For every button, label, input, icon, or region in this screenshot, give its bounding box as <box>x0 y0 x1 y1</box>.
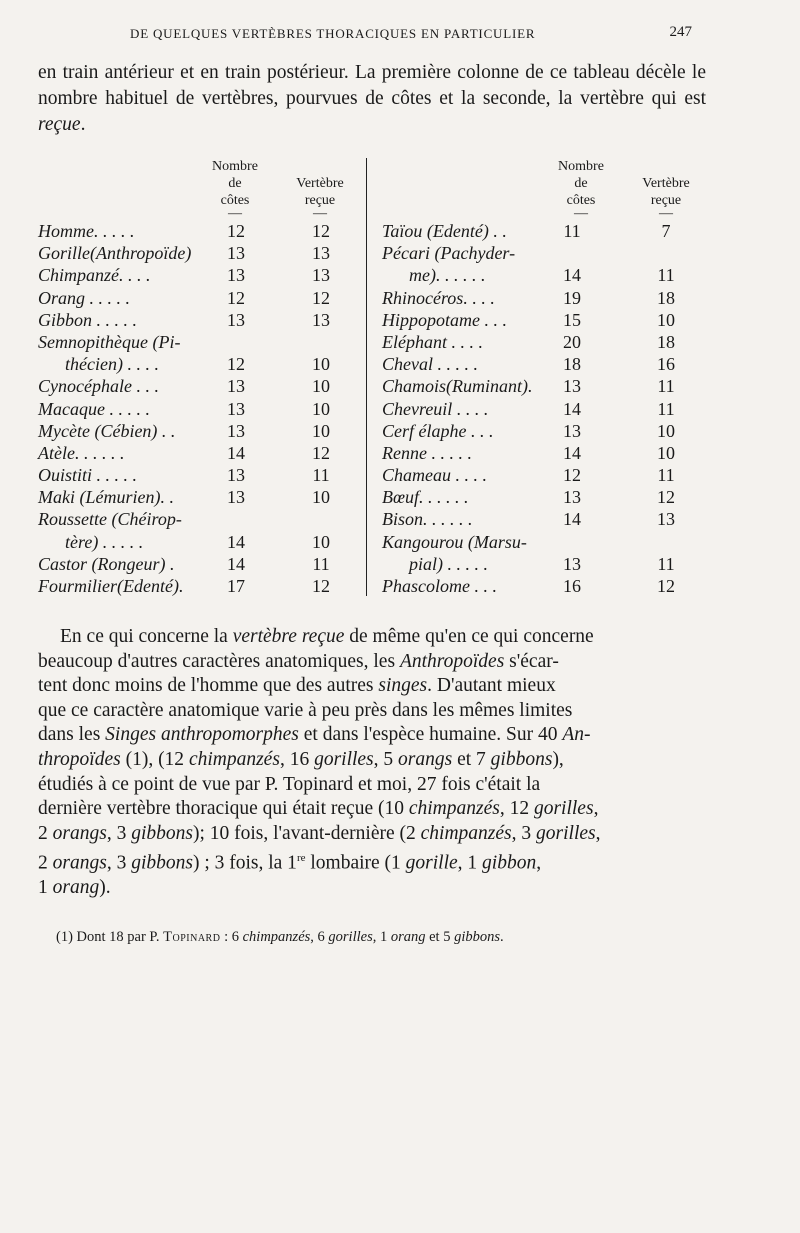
table-row <box>38 264 363 286</box>
animal-name: Bison. . . . . . <box>382 509 473 530</box>
animal-name: Semnopithèque (Pi- <box>38 331 181 352</box>
received-vertebra: 10 <box>312 531 330 552</box>
para-line: étudiés à ce point de vue par P. Topinard et moi, 27 fois c'était la <box>38 773 541 795</box>
header-text: Nombre de côtes <box>212 159 258 208</box>
animal-name: Taïou (Edenté) . . <box>382 221 507 241</box>
table-row <box>38 486 363 508</box>
ribs-count: 14 <box>227 531 245 552</box>
animal-name: Hippopotame . . . <box>382 309 507 330</box>
table-row <box>382 575 706 597</box>
table-row <box>382 508 706 530</box>
received-vertebra: 13 <box>312 243 330 264</box>
table-row <box>382 398 706 420</box>
table-row <box>382 309 706 331</box>
footnote: (1) Dont 18 par P. Topinard : 6 chimpanzés, 6 gorilles, 1 orang et 5 gibbons. <box>56 929 504 945</box>
received-vertebra: 10 <box>657 442 675 463</box>
table-row <box>38 242 363 264</box>
received-vertebra: 11 <box>312 465 330 486</box>
left-col-vertebre-header <box>282 175 358 219</box>
animal-name: thécien) . . . . <box>38 354 159 375</box>
table-row <box>382 264 706 286</box>
dash: — <box>574 206 588 221</box>
table-row <box>382 220 706 242</box>
right-col-vertebre-header <box>626 175 706 219</box>
ribs-count: 18 <box>563 354 581 375</box>
animal-name: Phascolome . . . <box>382 576 497 596</box>
animal-name: Gibbon . . . . . <box>38 309 137 330</box>
animal-name: Ouistiti . . . . . <box>38 465 138 486</box>
para-line: dans les Singes anthropomorphes et dans l'espèce humaine. Sur 40 An- <box>38 724 591 746</box>
column-divider <box>366 158 367 596</box>
ribs-count: 13 <box>227 398 245 419</box>
animal-name: Maki (Lémurien). . <box>38 487 174 508</box>
received-vertebra: 12 <box>312 287 330 308</box>
animal-name: Chameau . . . . <box>382 465 487 486</box>
ribs-count: 12 <box>227 221 245 241</box>
animal-name: Homme. . . . . <box>38 221 135 241</box>
right-col-nombre-header <box>546 158 616 219</box>
received-vertebra: 11 <box>657 553 675 574</box>
ribs-count: 14 <box>227 553 245 574</box>
received-vertebra: 12 <box>312 576 330 596</box>
ribs-count: 20 <box>563 331 581 352</box>
ribs-count: 12 <box>227 287 245 308</box>
vertebrae-table <box>38 158 706 598</box>
ribs-count: 12 <box>227 354 245 375</box>
animal-name: Atèle. . . . . . <box>38 442 125 463</box>
ribs-count: 13 <box>563 376 581 397</box>
received-vertebra: 12 <box>312 442 330 463</box>
ribs-count: 12 <box>563 465 581 486</box>
table-row <box>38 508 363 530</box>
para-line: 2 orangs, 3 gibbons) ; 3 fois, la 1re lombaire (1 gorille, 1 gibbon, <box>38 852 542 874</box>
animal-name: Castor (Rongeur) . <box>38 553 175 574</box>
dash: — <box>659 206 673 221</box>
page-number: 247 <box>669 24 692 40</box>
animal-name: Cheval . . . . . <box>382 354 478 375</box>
intro-paragraph <box>38 60 706 138</box>
received-vertebra: 11 <box>312 553 330 574</box>
header-text: Vertèbre reçue <box>296 176 344 208</box>
animal-name: pial) . . . . . <box>382 553 488 574</box>
received-vertebra: 10 <box>312 354 330 375</box>
para-line: thropoïdes (1), (12 chimpanzés, 16 gorilles, 5 orangs et 7 gibbons), <box>38 748 564 770</box>
dash: — <box>313 206 327 221</box>
animal-name: me). . . . . . <box>382 265 486 286</box>
ribs-count: 14 <box>563 398 581 419</box>
received-vertebra: 10 <box>312 398 330 419</box>
right-rows <box>382 220 706 597</box>
running-header: DE QUELQUES VERTÈBRES THORACIQUES EN PARTICULIER <box>130 26 536 41</box>
left-col-nombre-header <box>200 158 270 219</box>
para-line: 1 orang). <box>38 877 111 899</box>
animal-name: Bœuf. . . . . . <box>382 487 469 508</box>
ribs-count: 13 <box>227 309 245 330</box>
received-vertebra: 18 <box>657 287 675 308</box>
received-vertebra: 13 <box>312 309 330 330</box>
table-row <box>382 375 706 397</box>
para-line: beaucoup d'autres caractères anatomiques, les Anthropoïdes s'écar- <box>38 650 559 672</box>
ribs-count: 14 <box>563 442 581 463</box>
table-row <box>38 331 363 353</box>
received-vertebra: 13 <box>312 265 330 286</box>
received-vertebra: 10 <box>657 309 675 330</box>
table-row <box>38 575 363 597</box>
table-row <box>38 375 363 397</box>
animal-name: Macaque . . . . . <box>38 398 150 419</box>
ribs-count: 13 <box>227 265 245 286</box>
para-line: tent donc moins de l'homme que des autres singes. D'autant mieux <box>38 675 556 697</box>
header-text: Nombre de côtes <box>558 159 604 208</box>
animal-name: Orang . . . . . <box>38 287 131 308</box>
table-row <box>382 531 706 553</box>
para-line: dernière vertèbre thoracique qui était reçue (10 chimpanzés, 12 gorilles, <box>38 798 599 820</box>
para-line: 2 orangs, 3 gibbons); 10 fois, l'avant-dernière (2 chimpanzés, 3 gorilles, <box>38 822 601 844</box>
table-row <box>38 553 363 575</box>
table-row <box>382 331 706 353</box>
para-line: que ce caractère anatomique varie à peu près dans les mêmes limites <box>38 699 573 721</box>
table-row <box>38 398 363 420</box>
table-row <box>382 242 706 264</box>
animal-name: Pécari (Pachyder- <box>382 243 516 264</box>
table-row <box>382 353 706 375</box>
received-vertebra: 18 <box>657 331 675 352</box>
table-row <box>382 442 706 464</box>
ribs-count: 16 <box>563 576 581 596</box>
table-row <box>38 220 363 242</box>
table-row <box>38 353 363 375</box>
animal-name: Chimpanzé. . . . <box>38 265 151 286</box>
animal-name: tère) . . . . . <box>38 531 144 552</box>
received-vertebra: 10 <box>312 376 330 397</box>
table-row <box>38 420 363 442</box>
received-vertebra: 12 <box>657 576 675 596</box>
received-vertebra: 11 <box>657 265 675 286</box>
animal-name: Chevreuil . . . . <box>382 398 489 419</box>
ribs-count: 13 <box>227 420 245 441</box>
ribs-count: 13 <box>227 243 245 264</box>
animal-name: Cerf élaphe . . . <box>382 420 494 441</box>
received-vertebra: 10 <box>657 420 675 441</box>
animal-name: Fourmilier(Edenté). <box>38 576 184 596</box>
received-vertebra: 13 <box>657 509 675 530</box>
received-vertebra: 12 <box>312 221 330 241</box>
ribs-count: 17 <box>227 576 245 596</box>
received-vertebra: 7 <box>661 221 671 241</box>
received-vertebra: 11 <box>657 398 675 419</box>
table-row <box>382 420 706 442</box>
animal-name: Mycète (Cébien) . . <box>38 420 176 441</box>
ribs-count: 14 <box>563 265 581 286</box>
received-vertebra: 11 <box>657 376 675 397</box>
table-row <box>38 309 363 331</box>
body-paragraph <box>38 625 706 901</box>
ribs-count: 13 <box>563 553 581 574</box>
ribs-count: 13 <box>563 487 581 508</box>
left-rows <box>38 220 363 597</box>
ribs-count: 14 <box>563 509 581 530</box>
ribs-count: 13 <box>563 420 581 441</box>
animal-name: Eléphant . . . . <box>382 331 483 352</box>
intro-italic: reçue <box>38 114 81 135</box>
ribs-count: 13 <box>227 465 245 486</box>
animal-name: Cynocéphale . . . <box>38 376 159 397</box>
received-vertebra: 12 <box>657 487 675 508</box>
ribs-count: 14 <box>227 442 245 463</box>
received-vertebra: 10 <box>312 420 330 441</box>
table-row <box>382 287 706 309</box>
intro-text: en train antérieur et en train postérieur. La première colonne de ce tableau décèle le nombre habituel de vertèbres, pourvues de côtes et la seconde, la vertèbre qui est <box>38 62 706 109</box>
ribs-count: 13 <box>227 487 245 508</box>
header-text: Vertèbre reçue <box>642 176 690 208</box>
ribs-count: 11 <box>563 221 581 241</box>
received-vertebra: 16 <box>657 354 675 375</box>
animal-name: Renne . . . . . <box>382 442 472 463</box>
ribs-count: 15 <box>563 309 581 330</box>
intro-end: . <box>80 114 86 135</box>
ribs-count: 13 <box>227 376 245 397</box>
received-vertebra: 11 <box>657 465 675 486</box>
animal-name: Gorille(Anthropoïde) <box>38 243 192 264</box>
table-row <box>382 486 706 508</box>
table-row <box>382 553 706 575</box>
table-row <box>382 464 706 486</box>
animal-name: Kangourou (Marsu- <box>382 531 527 552</box>
dash: — <box>228 206 242 221</box>
animal-name: Chamois(Ruminant). <box>382 376 533 397</box>
table-row <box>38 464 363 486</box>
table-row <box>38 531 363 553</box>
animal-name: Roussette (Chéirop- <box>38 509 182 530</box>
animal-name: Rhinocéros. . . . <box>382 287 495 308</box>
ribs-count: 19 <box>563 287 581 308</box>
para-line: En ce qui concerne la vertèbre reçue de même qu'en ce qui concerne <box>60 626 594 647</box>
table-row <box>38 442 363 464</box>
received-vertebra: 10 <box>312 487 330 508</box>
table-row <box>38 287 363 309</box>
